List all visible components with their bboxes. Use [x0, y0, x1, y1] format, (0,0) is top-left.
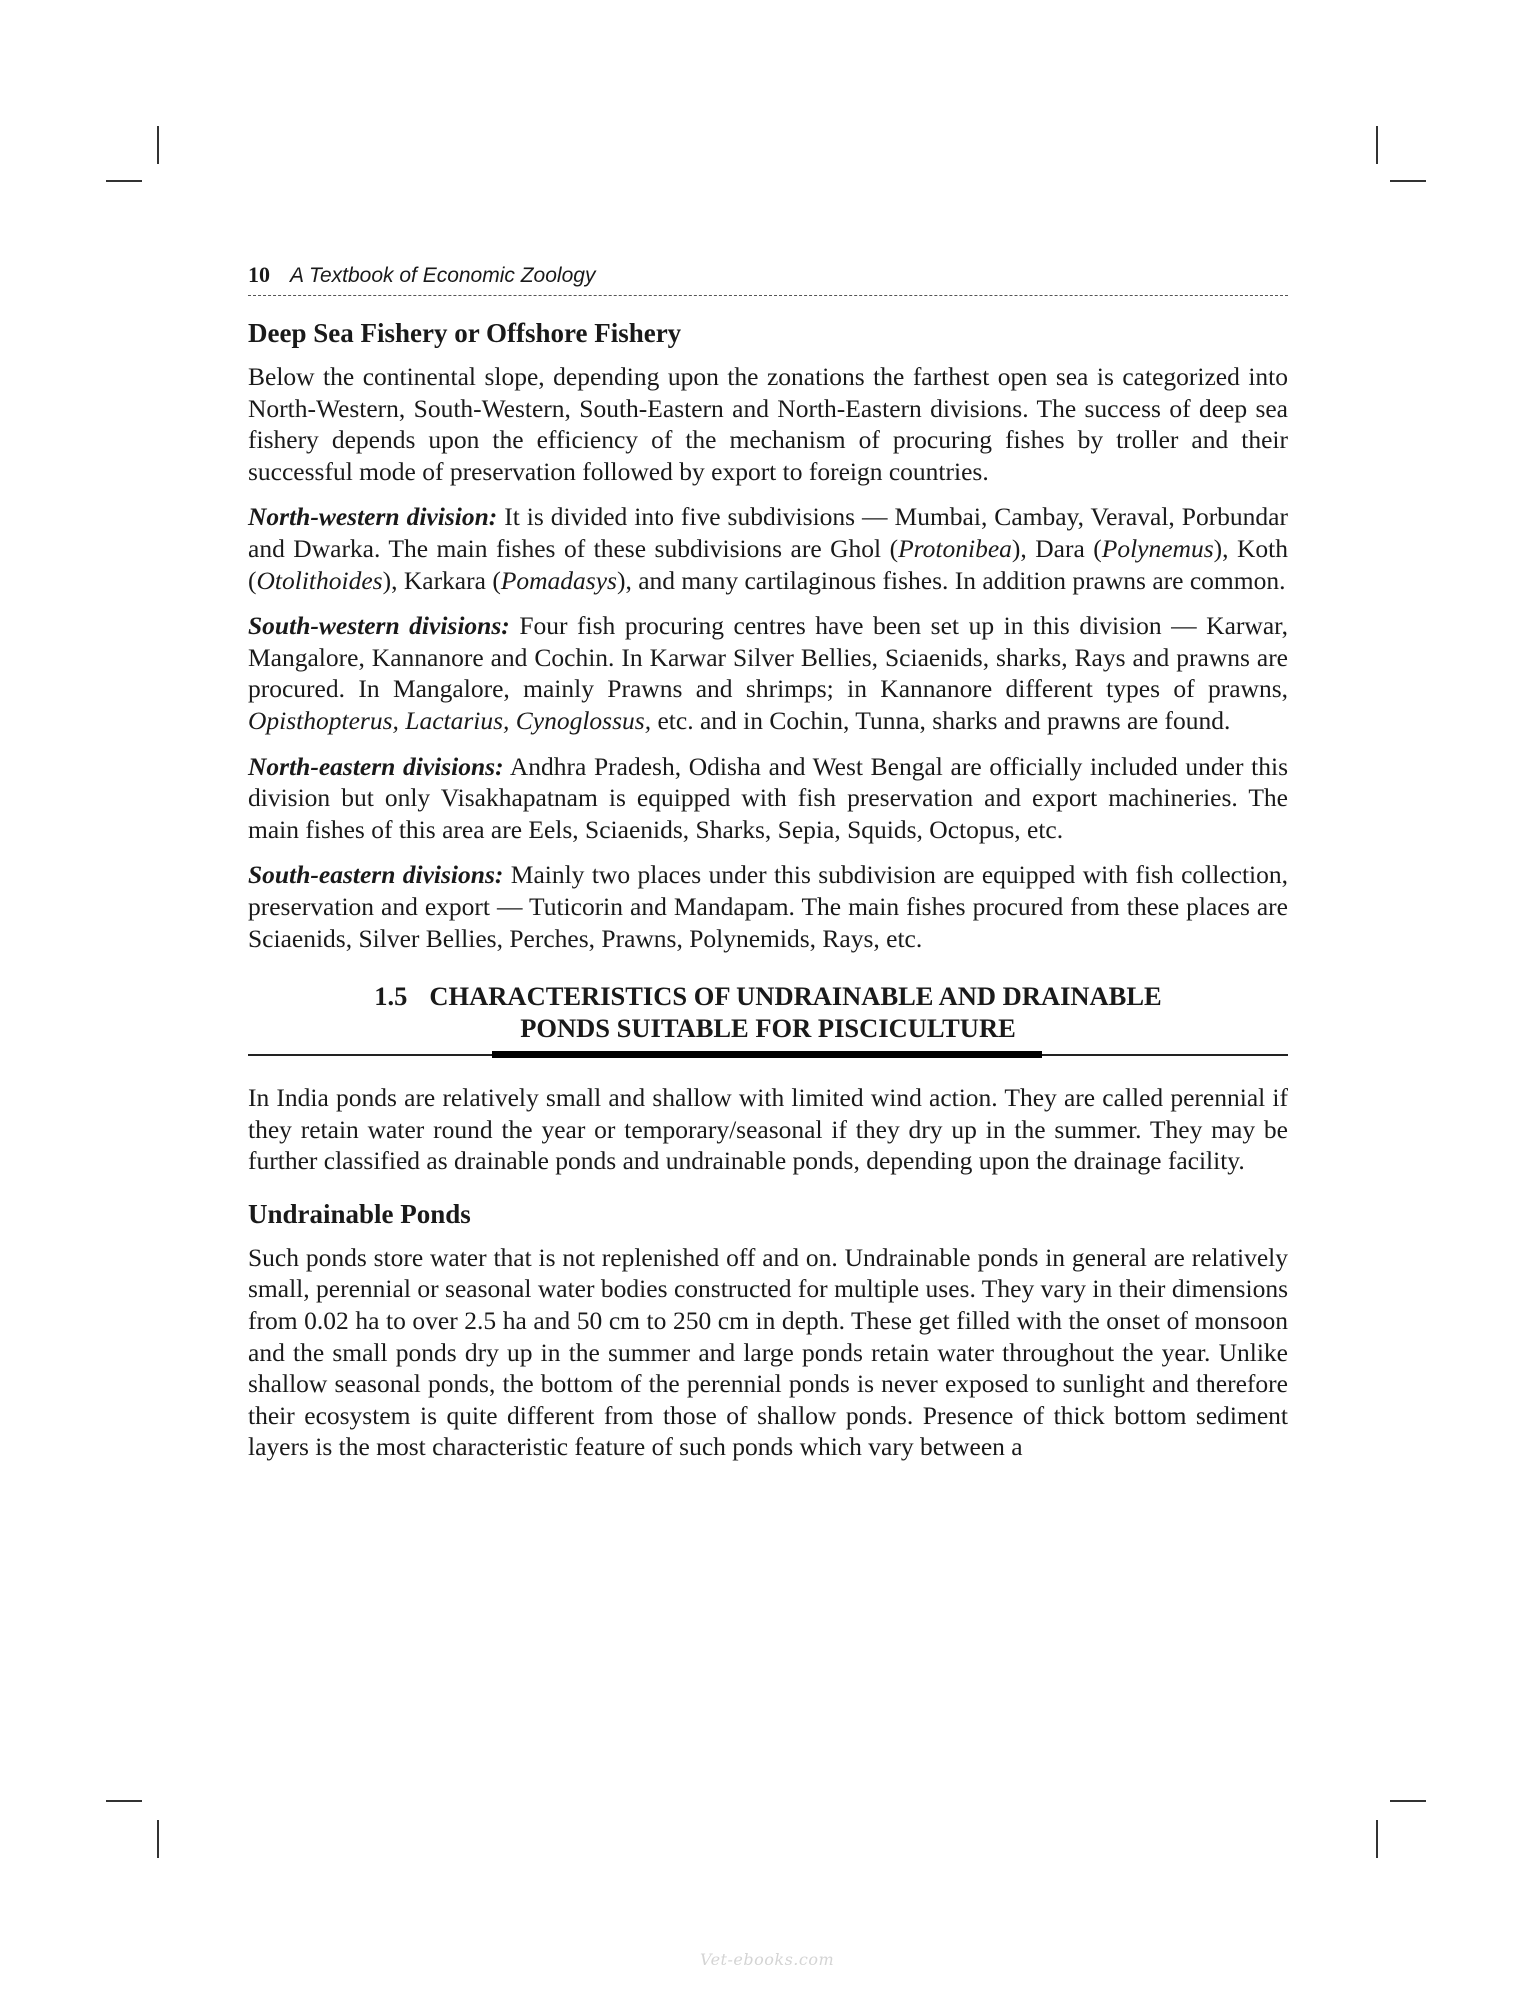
species-name: Otolithoides [256, 565, 383, 595]
paragraph-north-western [248, 501, 1288, 596]
species-name: Protonibea [898, 533, 1012, 563]
crop-mark-bottom-right-horizontal [1390, 1800, 1426, 1802]
lead-south-western: South-western divisions: [248, 611, 510, 641]
page-number: 10 [248, 262, 270, 287]
text-segment: ), Koth ( [248, 533, 1288, 595]
text-segment: etc. and in Cochin, Tunna, sharks and prawns are found. [651, 705, 1231, 735]
paragraph-ponds-intro: In India ponds are relatively small and shallow with limited wind action. They are called perennial if they retain water round the year or temporary/seasonal if they dry up in the summer. They may be further classified as drainable ponds and undrainable ponds, depending upon the drainage facility. [248, 1083, 1288, 1176]
text-segment: Four fish procuring centres have been set up in this division — Karwar, Mangalore, Kannanore and Cochin. In Karwar Silver Bellies, Sciaenids, sharks, Rays and prawns are procured. In Mangalore, mainly Prawns and shrimps; in Kannanore different types of prawns, [248, 611, 1288, 704]
lead-south-eastern: South-eastern divisions: [248, 860, 504, 890]
crop-mark-top-right-horizontal [1390, 180, 1426, 182]
lead-north-eastern: North-eastern divisions: [248, 751, 504, 781]
species-name: Pomadasys [500, 565, 617, 595]
text-segment: Andhra Pradesh, Odisha and West Bengal are officially included under this division but only Visakhapatnam is equipped with fish preservation and export machineries. The main fishes of this area are Eels, Sciaenids, Sharks, Sepia, Squids, Octopus, etc. [248, 751, 1288, 844]
text-segment: ), Dara ( [1011, 533, 1102, 563]
species-names: Opisthopterus, Lactarius, Cynoglossus, [248, 705, 652, 735]
book-title: A Textbook of Economic Zoology [290, 264, 596, 287]
paragraph-north-eastern [248, 751, 1288, 846]
section-heading-undrainable: Undrainable Ponds [248, 1198, 471, 1229]
lead-north-western: North-western division: [248, 502, 498, 532]
chapter-heading-line-1 [248, 980, 1288, 1012]
paragraph-undrainable: Such ponds store water that is not replenished off and on. Undrainable ponds in general are relatively small, perennial or seasonal water bodies constructed for multiple uses. They vary in their dimensions from 0.02 ha to over 2.5 ha and 50 cm to 250 cm in depth. These get filled with the onset of monsoon and the small ponds dry up in the summer and large ponds retain water throughout the year. Unlike shallow seasonal ponds, the bottom of the perennial ponds is never exposed to sunlight and therefore their ecosystem is quite different from those of shallow ponds. Presence of thick bottom sediment layers is the most characteristic feature of such ponds which vary between a [248, 1242, 1288, 1462]
crop-mark-bottom-left-vertical [157, 1820, 159, 1858]
crop-mark-top-left-vertical [157, 126, 159, 164]
section-number: 1.5 [374, 981, 408, 1012]
text-segment: It is divided into five subdivisions — Mumbai, Cambay, Veraval, Porbundar and Dwarka. The main fishes of these subdivisions are Ghol ( [248, 502, 1288, 563]
section-heading-deep-sea: Deep Sea Fishery or Offshore Fishery [248, 318, 682, 348]
heading-rule-thick [492, 1051, 1042, 1058]
chapter-title-line-1: CHARACTERISTICS OF UNDRAINABLE AND DRAINABLE [429, 981, 1162, 1012]
paragraph-deep-sea-intro: Below the continental slope, depending upon the zonations the farthest open sea is categorized into North-Western, South-Western, South-Eastern and North-Eastern divisions. The success of deep sea fishery depends upon the efficiency of the mechanism of procuring fishes by troller and their successful mode of preservation followed by export to foreign countries. [248, 362, 1288, 486]
chapter-title-line-2: PONDS SUITABLE FOR PISCICULTURE [520, 1013, 1016, 1044]
crop-mark-bottom-left-horizontal [106, 1800, 142, 1802]
text-segment: ), and many cartilaginous fishes. In addition prawns are common. [616, 565, 1286, 595]
paragraph-south-western [248, 610, 1288, 736]
paragraph-south-eastern [248, 859, 1288, 954]
text-segment: Mainly two places under this subdivision are equipped with fish collection, preservation and export — Tuticorin and Mandapam. The main fishes procured from these places are Sciaenids, Silver Bellies, Perches, Prawns, Polynemids, Rays, etc. [248, 860, 1289, 953]
text-segment: ), Karkara ( [382, 565, 501, 595]
heading-rule [248, 1050, 1288, 1060]
chapter-heading [248, 980, 1288, 1044]
running-head [248, 262, 1288, 296]
crop-mark-bottom-right-vertical [1376, 1820, 1378, 1858]
page-body [248, 262, 1288, 1477]
crop-mark-top-right-vertical [1376, 126, 1378, 164]
species-name: Polynemus [1101, 533, 1214, 563]
watermark: Vet-ebooks.com [700, 1950, 835, 1969]
crop-mark-top-left-horizontal [106, 180, 142, 182]
